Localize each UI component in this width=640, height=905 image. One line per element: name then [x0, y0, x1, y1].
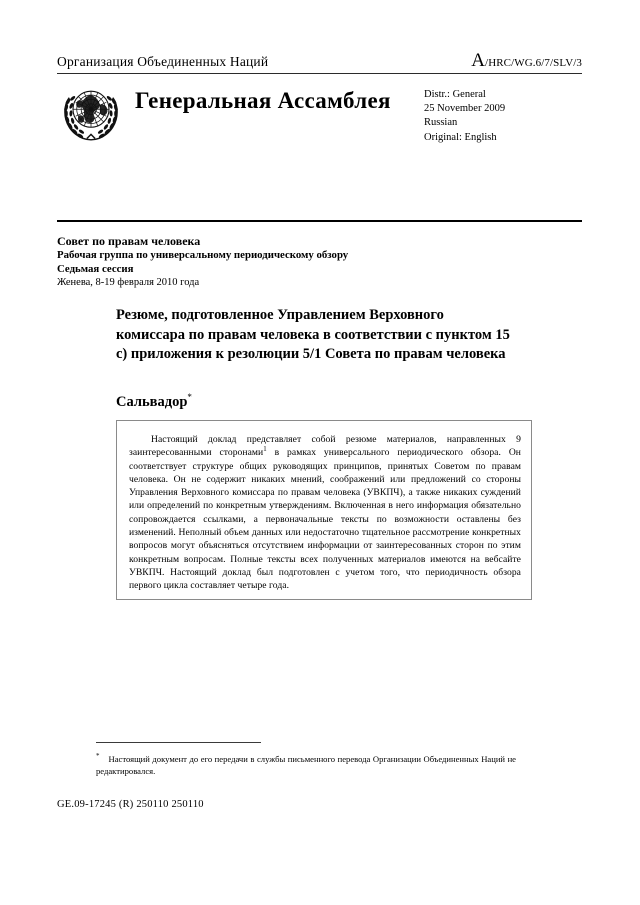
masthead	[57, 78, 582, 158]
abstract-part-two: в рамках универсального периодического обзора. Он соответствует структуре общих руководящих принципов, принятых Советом по правам человека. Он не содержит никаких мнений, соображений или предложений со стороны Управления Верховного комиссара по правам человека (УВКПЧ), а также никаких суждений или определений по конкретным утверждениям. Включенная в него информация обязательно сопровождается ссылками, а первоначальные тексты по возможности оставлены без изменений. Неполный объем данных или недостаточно тщательное рассмотрение конкретных вопросов могут объясняться отсутствием информации от заинтересованных сторон по этим конкретным вопросам. Полные тексты всех полученных материалов имеются на вебсайте УВКПЧ. Настоящий доклад был подготовлен с учетом того, что периодичность обзора первого цикла составляет четыре года.	[129, 447, 521, 592]
document-symbol-suffix: /HRC/WG.6/7/SLV/3	[485, 57, 582, 69]
country-footnote-marker: *	[187, 392, 192, 402]
country-name: Сальвадор	[116, 393, 188, 410]
document-symbol-prefix: A	[471, 50, 486, 71]
distribution-original: Original: English	[424, 131, 497, 143]
working-group-label: Рабочая группа по универсальному периодическому обзору	[57, 249, 349, 261]
footnote-text: Настоящий документ до его передачи в службы письменного перевода Организации Объединенных Наций не редактировался.	[96, 753, 516, 777]
un-emblem-icon	[57, 80, 125, 148]
distribution-language: Russian	[424, 117, 458, 129]
organization-name: Организация Объединенных Наций	[57, 54, 269, 69]
human-rights-council-label: Совет по правам человека	[57, 234, 201, 248]
abstract-footnote-ref: 1	[263, 446, 267, 454]
country-title	[116, 392, 192, 411]
page-title: Резюме, подготовленное Управлением Верховного комиссара по правам человека в соответствии с пунктом 15 c) приложения к резолюции 5/1 Совета по правам человека	[116, 307, 510, 363]
distribution-type: Distr.: General	[424, 89, 486, 100]
distribution-block	[424, 88, 505, 145]
header-divider-thin	[57, 73, 582, 74]
document-header	[57, 50, 582, 72]
job-number: GE.09-17245 (R) 250110 250110	[57, 799, 204, 810]
header-divider-thick	[57, 220, 582, 222]
abstract-part-one: Настоящий доклад представляет собой резюме материалов, направленных 9 заинтересованными сторонами	[129, 434, 521, 459]
abstract-text	[129, 433, 521, 593]
document-symbol	[471, 50, 582, 72]
footnote-divider	[96, 742, 261, 743]
session-block	[57, 234, 477, 290]
abstract-box	[116, 420, 532, 600]
session-number-label: Седьмая сессия	[57, 262, 134, 275]
general-assembly-title: Генеральная Ассамблея	[135, 88, 391, 113]
distribution-date: 25 November 2009	[424, 103, 506, 115]
footnote-marker: *	[96, 752, 100, 760]
session-venue-date: Женева, 8-19 февраля 2010 года	[57, 277, 200, 289]
footnote	[96, 750, 516, 778]
